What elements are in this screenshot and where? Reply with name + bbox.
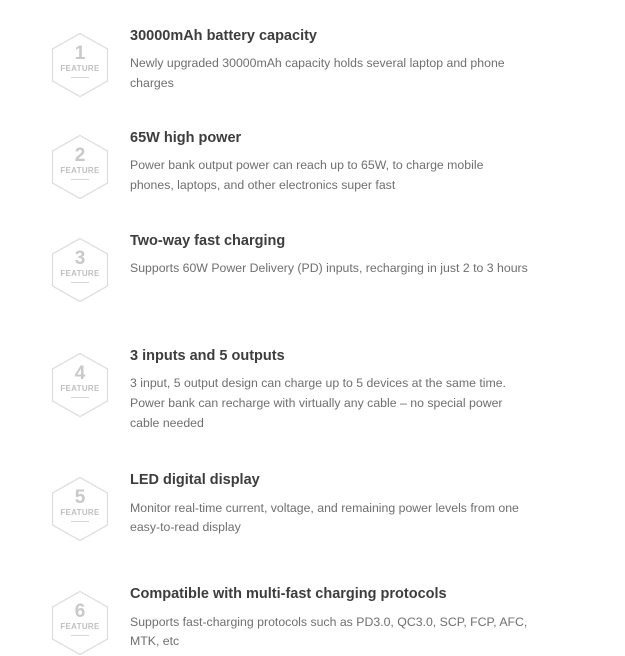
feature-item [30,576,595,656]
feature-item [30,223,595,303]
feature-text-cell [130,338,595,434]
hexagon-badge-icon [51,476,109,542]
badge-divider [71,397,89,398]
feature-description: Monitor real-time current, voltage, and remaining power levels from one easy-to-read display [130,500,519,535]
hexagon-badge-icon [51,590,109,656]
feature-number: 5 [74,487,86,509]
feature-badge-cell [30,18,130,98]
feature-badge-cell [30,462,130,542]
feature-title: 65W high power [130,130,242,146]
feature-item [30,462,595,542]
badge-label: FEATURE [60,508,100,518]
feature-number: 3 [74,248,86,269]
feature-description: Supports 60W Power Delivery (PD) inputs, recharging in just 2 to 3 hours [130,261,528,276]
badge-divider [71,179,89,180]
feature-title: 3 inputs and 5 outputs [130,348,285,364]
feature-number: 6 [74,601,86,623]
feature-description: 3 input, 5 output design can charge up to 5 devices at the same time. Power bank can recharge with virtually any cable – no special power cable needed [130,376,506,431]
feature-number: 1 [74,43,86,64]
feature-item [30,120,595,200]
feature-badge-cell [30,576,130,656]
feature-item [30,338,595,434]
feature-title: LED digital display [130,472,260,489]
feature-badge-cell [30,120,130,200]
feature-text-cell [130,462,595,538]
badge-label: FEATURE [60,64,100,73]
feature-description: Power bank output power can reach up to 65W, to charge mobile phones, laptops, and other electronics super fast [130,158,484,193]
hexagon-badge-icon [51,237,109,303]
badge-label: FEATURE [60,622,100,632]
badge-divider [71,282,89,283]
feature-text-cell [130,120,595,196]
badge-label: FEATURE [60,384,100,393]
hexagon-badge-icon [51,352,109,418]
feature-text-cell [130,18,595,94]
feature-text-cell [130,223,595,279]
feature-badge-cell [30,338,130,418]
badge-divider [71,521,89,522]
feature-badge-cell [30,223,130,303]
hexagon-badge-icon [51,32,109,98]
feature-title: Two-way fast charging [130,233,286,249]
badge-label: FEATURE [60,269,100,278]
feature-item [30,18,595,98]
feature-title: 30000mAh battery capacity [130,28,317,44]
badge-divider [71,635,89,636]
feature-number: 4 [74,363,86,384]
feature-description: Newly upgraded 30000mAh capacity holds several laptop and phone charges [130,56,505,91]
feature-description: Supports fast-charging protocols such as PD3.0, QC3.0, SCP, FCP, AFC, MTK, etc [130,614,528,649]
feature-title: Compatible with multi-fast charging protocols [130,586,447,603]
badge-divider [71,77,89,78]
feature-number: 2 [74,145,86,166]
hexagon-badge-icon [51,134,109,200]
feature-text-cell [130,576,595,652]
badge-label: FEATURE [60,166,100,175]
